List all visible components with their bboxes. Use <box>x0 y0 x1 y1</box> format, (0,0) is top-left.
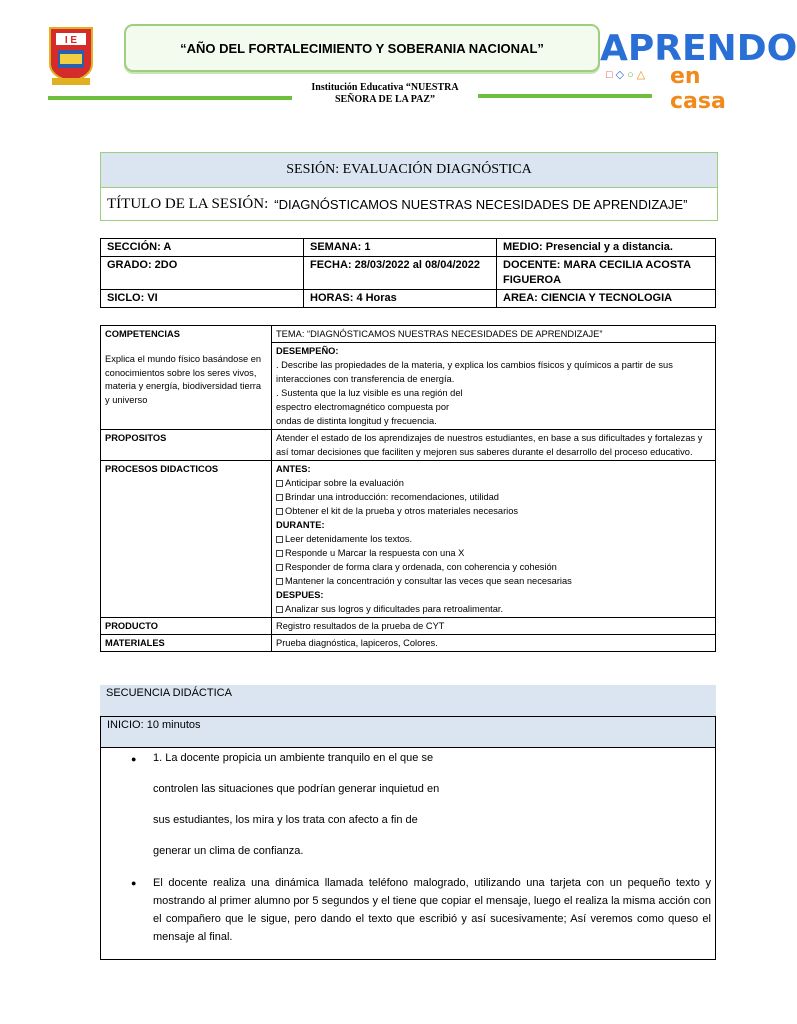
procesos-label: PROCESOS DIDACTICOS <box>101 461 272 618</box>
banner-text: “AÑO DEL FORTALECIMIENTO Y SOBERANIA NACIONAL” <box>180 40 544 56</box>
table-row <box>101 635 716 652</box>
tema-text: TEMA: “DIAGNÓSTICAMOS NUESTRAS NECESIDADES DE APRENDIZAJE” <box>272 326 715 343</box>
procesos-cell <box>272 461 716 618</box>
p1-line-4: generar un clima de confianza. <box>153 845 304 857</box>
checkbox-icon <box>276 606 283 613</box>
producto-label: PRODUCTO <box>101 618 272 635</box>
materiales-text: Prueba diagnóstica, lapiceros, Colores. <box>272 635 716 652</box>
area-cell: AREA: CIENCIA Y TECNOLOGIA <box>497 290 716 308</box>
tema-desempeno-cell <box>272 326 716 430</box>
desempeno-2b: espectro electromagnético compuesta por <box>276 402 450 412</box>
list-item: Mantener la concentración y consultar las veces que sean necesarias <box>276 574 711 588</box>
aprendo-title: APRENDO <box>600 28 797 69</box>
list-item: Responde u Marcar la respuesta con una X <box>276 546 711 560</box>
checkbox-icon <box>276 480 283 487</box>
school-logo-letters: I E <box>64 35 78 46</box>
year-banner <box>124 24 600 72</box>
medio-cell: MEDIO: Presencial y a distancia. <box>497 239 716 257</box>
table-row <box>101 461 716 618</box>
table-row <box>101 326 716 430</box>
durante-label: DURANTE: <box>276 520 325 530</box>
checkbox-icon <box>276 564 283 571</box>
green-divider-right <box>478 94 652 98</box>
checkbox-icon <box>276 578 283 585</box>
list-item: Leer detenidamente los textos. <box>276 532 711 546</box>
p1-line-1: 1. La docente propicia un ambiente tranquilo en el que se <box>153 752 434 764</box>
table-row <box>101 618 716 635</box>
shapes-icon: □◇○△ <box>606 69 649 81</box>
checkbox-icon <box>276 508 283 515</box>
propositos-label: PROPOSITOS <box>101 430 272 461</box>
bullet-icon: ● <box>131 754 137 764</box>
institution-name: Institución Educativa “NUESTRA SEÑORA DE LA PAZ” <box>311 82 459 105</box>
table-row <box>101 257 716 290</box>
session-box <box>100 152 718 221</box>
session-title-row <box>101 188 717 220</box>
materiales-label: MATERIALES <box>101 635 272 652</box>
competencias-label: COMPETENCIAS <box>105 329 180 339</box>
seccion-cell: SECCIÓN: A <box>101 239 304 257</box>
grado-cell: GRADO: 2DO <box>101 257 304 290</box>
list-item: Responder de forma clara y ordenada, con coherencia y cohesión <box>276 560 711 574</box>
p2-text: El docente realiza una dinámica llamada teléfono malogrado, utilizando una tarjeta con un pequeño texto y mostrando al primer alumno por 5 segundos y el tiene que copiar el mensaje, luego el realiza la misma acción con el compañero que le sigue, pero dando el texto que escribió y así sucesivamente; Así veremos como queso el mensaje al final. <box>153 877 711 943</box>
bullet-icon: ● <box>131 878 137 888</box>
table-row <box>101 239 716 257</box>
docente-cell: DOCENTE: MARA CECILIA ACOSTA FIGUEROA <box>497 257 716 290</box>
competencias-table <box>100 325 716 652</box>
secuencia-heading: SECUENCIA DIDÁCTICA <box>100 685 716 716</box>
inicio-heading: INICIO: 10 minutos <box>100 716 716 748</box>
school-logo <box>44 24 98 88</box>
table-row <box>101 430 716 461</box>
checkbox-icon <box>276 550 283 557</box>
green-divider-left <box>48 96 292 100</box>
p1-line-2: controlen las situaciones que podrían generar inquietud en <box>153 783 440 795</box>
siclo-cell: SICLO: VI <box>101 290 304 308</box>
session-title-value: “DIAGNÓSTICAMOS NUESTRAS NECESIDADES DE APRENDIZAJE” <box>274 196 688 212</box>
despues-label: DESPUES: <box>276 590 324 600</box>
producto-text: Registro resultados de la prueba de CYT <box>272 618 716 635</box>
list-item: Analizar sus logros y dificultades para retroalimentar. <box>276 602 711 616</box>
competencias-text: Explica el mundo físico basándose en conocimientos sobre los seres vivos, materia y energía, biodiversidad tierra y universo <box>105 354 262 405</box>
checkbox-icon <box>276 494 283 501</box>
antes-label: ANTES: <box>276 464 311 474</box>
fecha-cell: FECHA: 28/03/2022 al 08/04/2022 <box>304 257 497 290</box>
desempeno-1: . Describe las propiedades de la materia, y explica los cambios físicos y químicos a partir de sus interacciones con transferencia de energía. <box>276 360 673 384</box>
desempeno-2a: . Sustenta que la luz visible es una región del <box>276 388 463 398</box>
horas-cell: HORAS: 4 Horas <box>304 290 497 308</box>
list-item: Anticipar sobre la evaluación <box>276 476 711 490</box>
table-row <box>101 290 716 308</box>
session-title-label: TÍTULO DE LA SESIÓN: <box>107 195 269 212</box>
semana-cell: SEMANA: 1 <box>304 239 497 257</box>
propositos-text: Atender el estado de los aprendizajes de nuestros estudiantes, en base a sus dificultades y fortalezas y así tomar decisiones que faciliten y mejoren sus saberes durante el desarrollo del proceso educativo. <box>272 430 716 461</box>
checkbox-icon <box>276 536 283 543</box>
aprendo-en-casa-logo <box>600 28 797 114</box>
session-heading: SESIÓN: EVALUACIÓN DIAGNÓSTICA <box>101 153 717 188</box>
p1-line-3: sus estudiantes, los mira y los trata con afecto a fin de <box>153 814 418 826</box>
desempeno-2c: ondas de distinta longitud y frecuencia. <box>276 416 437 426</box>
inicio-body <box>100 748 716 960</box>
list-item: Brindar una introducción: recomendaciones, utilidad <box>276 490 711 504</box>
list-item: Obtener el kit de la prueba y otros materiales necesarios <box>276 504 711 518</box>
aprendo-subtitle: en casa <box>670 64 726 114</box>
competencias-cell <box>101 326 272 430</box>
desempeno-label: DESEMPEÑO: <box>276 346 339 356</box>
info-table <box>100 238 716 308</box>
